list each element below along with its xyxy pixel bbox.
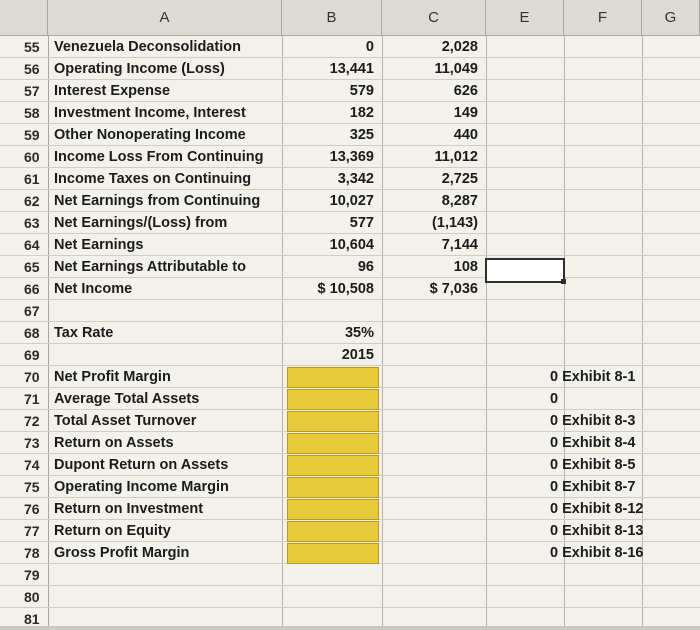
cell-value-c[interactable]: 8,287 [441, 193, 478, 209]
cell-value-b[interactable]: 13,369 [329, 149, 374, 165]
cell-value-c[interactable] [382, 586, 484, 608]
cell-value-f[interactable] [550, 102, 700, 124]
cell-value-b[interactable]: 13,441 [329, 61, 374, 77]
row-number[interactable]: 79 [24, 567, 40, 583]
cell-label[interactable]: Return on Investment [54, 501, 204, 517]
col-header-b[interactable]: B [282, 0, 382, 36]
cell-value-c[interactable] [382, 498, 484, 520]
cell-label[interactable]: Tax Rate [54, 325, 114, 341]
cell-value-f[interactable] [550, 212, 700, 234]
cell-label[interactable]: Venezuela Deconsolidation [54, 39, 241, 55]
row-number[interactable]: 61 [24, 171, 40, 187]
table-row [0, 564, 700, 586]
row-number[interactable]: 74 [24, 457, 40, 473]
cell-value-c[interactable] [382, 564, 484, 586]
table-row [0, 454, 700, 476]
row-number[interactable]: 58 [24, 105, 40, 121]
row-number[interactable]: 71 [24, 391, 40, 407]
cell-value-f[interactable]: 0 [550, 391, 559, 407]
cell-value-b[interactable]: 0 [365, 39, 374, 55]
fill-handle[interactable] [561, 279, 566, 284]
table-row [0, 102, 700, 124]
col-header-a[interactable]: A [48, 0, 282, 36]
cell-label[interactable]: Average Total Assets [54, 391, 200, 407]
row-number[interactable]: 73 [24, 435, 40, 451]
cell-label[interactable]: Income Loss From Continuing [54, 149, 264, 165]
cell-value-c[interactable] [382, 608, 484, 630]
cell-value-f[interactable]: 0 Exhibit 8-3 [550, 413, 636, 429]
row-number[interactable]: 76 [24, 501, 40, 517]
cell-value-f[interactable] [550, 344, 700, 366]
table-row [0, 520, 700, 542]
cell-value-c[interactable]: 7,144 [441, 237, 478, 253]
row-number[interactable]: 78 [24, 545, 40, 561]
cell-value-f[interactable] [550, 278, 700, 300]
cell-value-b[interactable]: 10,604 [329, 237, 374, 253]
row-number[interactable]: 59 [24, 127, 40, 143]
cell-label[interactable]: Dupont Return on Assets [54, 457, 229, 473]
cell-label[interactable] [50, 344, 278, 366]
cell-value-c[interactable]: 2,725 [441, 171, 478, 187]
cell-value-c[interactable]: 11,049 [434, 61, 478, 77]
row-number[interactable]: 60 [24, 149, 40, 165]
table-row [0, 586, 700, 608]
cell-value-c[interactable] [382, 322, 484, 344]
table-row [0, 256, 700, 278]
row-number[interactable]: 63 [24, 215, 40, 231]
table-row [0, 168, 700, 190]
col-header-f[interactable]: F [564, 0, 642, 36]
table-row [0, 476, 700, 498]
row-number[interactable]: 69 [24, 347, 40, 363]
cell-value-b[interactable]: 577 [349, 215, 374, 231]
row-number[interactable]: 66 [24, 281, 40, 297]
row-number[interactable]: 75 [24, 479, 40, 495]
cell-value-b[interactable] [284, 586, 380, 608]
col-header-g[interactable]: G [642, 0, 700, 36]
cell-value-c[interactable]: 11,012 [434, 149, 478, 165]
cell-value-b[interactable]: $ 10,508 [317, 281, 374, 297]
cell-value-c[interactable]: (1,143) [432, 215, 478, 231]
cell-value-c[interactable] [382, 300, 484, 322]
cell-label[interactable]: Net Earnings/(Loss) from [54, 215, 228, 231]
cell-value-f[interactable]: 0 Exhibit 8-4 [550, 435, 636, 451]
cell-value-f[interactable] [550, 564, 700, 586]
cell-value-f[interactable]: 0 Exhibit 8-12 [550, 501, 644, 517]
cell-value-b[interactable]: 2015 [341, 347, 374, 363]
cell-value-b[interactable]: 3,342 [337, 171, 374, 187]
cell-label[interactable] [50, 564, 278, 586]
cell-value-c[interactable]: 2,028 [441, 39, 478, 55]
cell-value-b[interactable] [284, 542, 380, 564]
cell-label[interactable]: Total Asset Turnover [54, 413, 197, 429]
row-number[interactable]: 81 [24, 611, 40, 627]
table-row [0, 608, 700, 630]
cell-value-c[interactable] [382, 344, 484, 366]
cell-label[interactable] [50, 300, 278, 322]
col-header-c[interactable]: C [382, 0, 486, 36]
cell-value-b[interactable] [284, 410, 380, 432]
cell-label[interactable]: Investment Income, Interest [54, 105, 246, 121]
cell-label[interactable] [50, 586, 278, 608]
cell-value-f[interactable] [550, 146, 700, 168]
cell-value-f[interactable]: 0 Exhibit 8-16 [550, 545, 644, 561]
table-row [0, 146, 700, 168]
cell-value-c[interactable] [382, 432, 484, 454]
cell-value-b[interactable] [284, 300, 380, 322]
table-row [0, 278, 700, 300]
table-row [0, 124, 700, 146]
cell-value-c[interactable]: 626 [453, 83, 478, 99]
cell-value-b[interactable]: 10,027 [329, 193, 374, 209]
cell-label[interactable]: Return on Equity [54, 523, 171, 539]
table-row [0, 234, 700, 256]
cell-label[interactable]: Gross Profit Margin [54, 545, 190, 561]
cell-value-b[interactable] [284, 366, 380, 388]
row-number[interactable]: 80 [24, 589, 40, 605]
cell-value-b[interactable] [284, 564, 380, 586]
cell-label[interactable]: Operating Income (Loss) [54, 61, 225, 77]
cell-label[interactable]: Interest Expense [54, 83, 171, 99]
row-number[interactable]: 56 [24, 61, 40, 77]
table-row [0, 212, 700, 234]
cell-label[interactable] [50, 608, 278, 630]
cell-value-c[interactable] [382, 454, 484, 476]
cell-value-c[interactable]: $ 7,036 [429, 281, 478, 297]
cell-value-f[interactable] [550, 608, 700, 630]
cell-label[interactable]: Return on Assets [54, 435, 174, 451]
cell-value-b[interactable] [284, 498, 380, 520]
cell-value-f[interactable] [550, 190, 700, 212]
row-number[interactable]: 70 [24, 369, 40, 385]
cell-value-b[interactable]: 325 [349, 127, 374, 143]
selected-cell[interactable] [485, 258, 565, 283]
table-row [0, 366, 700, 388]
cell-value-c[interactable]: 108 [453, 259, 478, 275]
cell-label[interactable]: Other Nonoperating Income [54, 127, 246, 143]
table-row [0, 542, 700, 564]
cell-label[interactable]: Net Earnings from Continuing [54, 193, 261, 209]
cell-value-b[interactable] [284, 454, 380, 476]
table-row [0, 190, 700, 212]
table-row [0, 410, 700, 432]
cell-value-b[interactable]: 96 [357, 259, 374, 275]
cell-value-c[interactable] [382, 410, 484, 432]
cell-value-c[interactable] [382, 366, 484, 388]
cell-value-b[interactable] [284, 432, 380, 454]
cell-value-b[interactable] [284, 520, 380, 542]
row-number[interactable]: 72 [24, 413, 40, 429]
cell-value-c[interactable] [382, 542, 484, 564]
table-row [0, 498, 700, 520]
table-row [0, 36, 700, 58]
cell-value-f[interactable] [550, 124, 700, 146]
table-row [0, 344, 700, 366]
cell-label[interactable]: Net Profit Margin [54, 369, 171, 385]
cell-value-f[interactable] [550, 80, 700, 102]
cell-value-f[interactable]: 0 Exhibit 8-5 [550, 457, 636, 473]
cell-value-f[interactable]: 0 Exhibit 8-1 [550, 369, 636, 385]
cell-value-b[interactable] [284, 388, 380, 410]
row-number[interactable]: 67 [24, 303, 40, 319]
row-number[interactable]: 65 [24, 259, 40, 275]
cell-value-f[interactable] [550, 586, 700, 608]
cell-value-f[interactable] [550, 168, 700, 190]
cell-value-b[interactable]: 579 [349, 83, 374, 99]
row-number[interactable]: 57 [24, 83, 40, 99]
table-row [0, 80, 700, 102]
table-row [0, 300, 700, 322]
row-number[interactable]: 55 [24, 39, 40, 55]
cell-value-f[interactable] [550, 256, 700, 278]
cell-value-b[interactable] [284, 608, 380, 630]
table-row [0, 432, 700, 454]
cell-value-f[interactable]: 0 Exhibit 8-7 [550, 479, 636, 495]
cell-value-c[interactable]: 440 [453, 127, 478, 143]
cell-value-c[interactable] [382, 476, 484, 498]
row-number[interactable]: 68 [24, 325, 40, 341]
cell-value-f[interactable]: 0 Exhibit 8-13 [550, 523, 644, 539]
cell-value-f[interactable] [550, 234, 700, 256]
cell-label[interactable]: Income Taxes on Continuing [54, 171, 252, 187]
cell-label[interactable]: Net Earnings [54, 237, 144, 253]
cell-value-c[interactable] [382, 520, 484, 542]
col-header-e[interactable]: E [486, 0, 564, 36]
corner-cell[interactable] [0, 0, 48, 36]
cell-value-b[interactable] [284, 476, 380, 498]
row-number[interactable]: 64 [24, 237, 40, 253]
cell-value-c[interactable]: 149 [453, 105, 478, 121]
table-row [0, 58, 700, 80]
cell-value-b[interactable]: 182 [349, 105, 374, 121]
row-number[interactable]: 77 [24, 523, 40, 539]
table-row [0, 322, 700, 344]
cell-value-f[interactable] [550, 322, 700, 344]
cell-value-c[interactable] [382, 388, 484, 410]
cell-value-f[interactable] [550, 58, 700, 80]
cell-label[interactable]: Net Income [54, 281, 133, 297]
cell-label[interactable]: Operating Income Margin [54, 479, 229, 495]
cell-value-b[interactable]: 35% [344, 325, 374, 341]
row-number[interactable]: 62 [24, 193, 40, 209]
cell-value-f[interactable] [550, 36, 700, 58]
table-row [0, 388, 700, 410]
cell-label[interactable]: Net Earnings Attributable to [54, 259, 246, 275]
cell-value-f[interactable] [550, 300, 700, 322]
